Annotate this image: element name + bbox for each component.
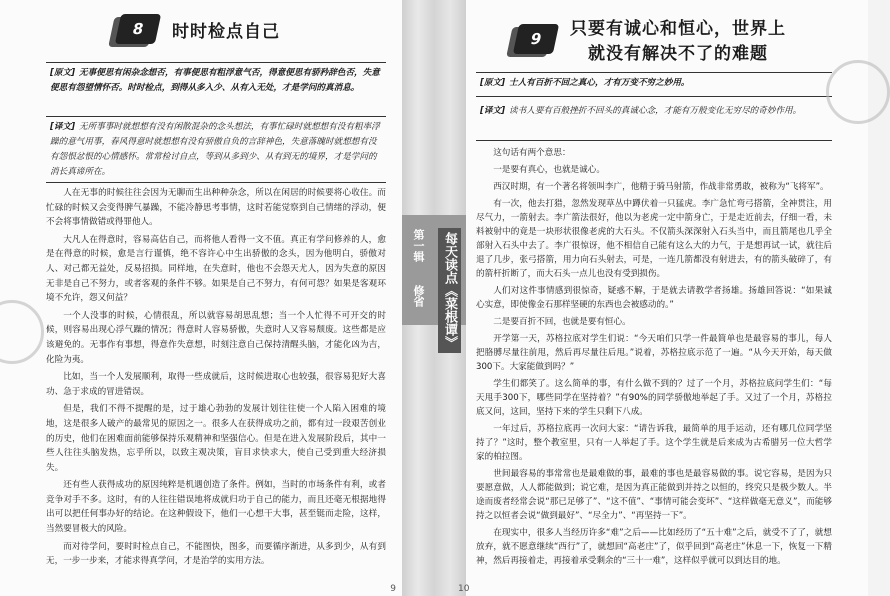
left-chapter-heading (118, 14, 280, 44)
right-mid-rule (476, 96, 832, 97)
decorative-ornament (826, 60, 890, 124)
paragraph: 学生们都笑了。这么简单的事，有什么做不到的？过了一个月，苏格拉底问学生们：“每天甩手300下，哪些同学在坚持着？”有90%的同学骄傲地举起了手。又过了一个月，苏格拉底又问，这回，坚持下来的学生只剩下八成。 (476, 379, 832, 417)
paragraph: 比如，当一个人发展顺利，取得一些成就后，这时候进取心也较强，很容易犯好大喜功、急于求成的冒进错误。 (46, 372, 386, 397)
chapter-number-badge: 9 (513, 24, 559, 54)
right-page-number: 10 (458, 584, 470, 594)
paragraph: 人们对这件事情感到很惊奇，疑惑不解，于是就去请教学者扬雄。扬雄回答说：“如果诚心实意，即使像金石那样坚硬的东西也会被感动的。” (476, 286, 832, 310)
paragraph: 一个人没事的时候，心情很乱，所以就容易胡思乱想；当一个人忙得不可开交的时候，则容易出现心浮气躁的情况；得意时人容易骄傲，失意时人又容易颓废。这些都是应该避免的。无事作有事想，得意作失意想，时刻注意自己保持清醒头脑，才能化凶为吉，化险为夷。 (46, 310, 386, 365)
paragraph: 一年过后，苏格拉底再一次问大家：“请告诉我，最简单的甩手运动，还有哪几位同学坚持了？”这时，整个教室里，只有一人举起了手。这个学生就是后来成为古希腊另一位大哲学家的柏拉图。 (476, 424, 832, 462)
left-page (0, 0, 402, 596)
left-top-rule (46, 62, 386, 63)
title-line-2: 就没有解决不了的难题 (588, 44, 768, 64)
paragraph: 世间最容易的事常常也是最难做的事，最难的事也是最容易做的事。说它容易，是因为只要愿意做，人人都能做到；说它难，是因为真正能做到并持之以恒的，终究只是极少数人。半途而废者经常会说“那已足够了”、“这不值”、“事情可能会变坏”、“这样做毫无意义”，而能够持之以恒者会说“做到最好”、“尽全力”、“再坚持一下”。 (476, 469, 832, 521)
original-label: [原文] (480, 78, 506, 88)
translation-label: [译文] (480, 106, 506, 116)
title-line-1: 只要有诚心和恒心，世界上 (570, 19, 786, 39)
chapter-number-badge: 8 (115, 14, 161, 44)
paragraph: 开学第一天，苏格拉底对学生们说：“今天咱们只学一件最简单也是最容易的事儿，每人把胳膊尽量往前甩，然后再尽量往后甩。”说着，苏格拉底示范了一遍。“从今天开始，每天做300下。大家能做到吗？” (476, 334, 832, 372)
paragraph: 还有些人获得成功的原因纯粹是机遇创造了条件。例如，当时的市场条件有利，或者竞争对手不多。这时，有的人往往错误地将成就归功于自己的能力，而且还毫无根据地得出可以把任何事办好的结论。在这种假设下，他们一心想干大事，甚至铤而走险，这样，当然要冒极大的风险。 (46, 480, 386, 535)
paragraph: 这句话有两个意思： (493, 148, 571, 158)
book-spine (402, 0, 466, 596)
right-chapter-title (570, 14, 786, 64)
right-page (458, 0, 868, 596)
right-original-box (480, 76, 828, 91)
paragraph: 二是要百折不回，也就是要有恒心。 (493, 317, 631, 327)
paragraph: 大凡人在得意时，容易高估自己，而将他人看得一文不值。真正有学问修养的人，愈是在得意的时候，愈是言行谨慎，绝不容许心中生出骄傲的念头，因为他明白，骄傲对人、对己都无益处，反易招损。同样地，在失意时，他也不会怨天尤人，因为失意的原因无非是自己不努力，或者客观的条件不够。如果是自己不努力，有何可怨？如果是客观环境不允许，怨又何益？ (46, 234, 386, 304)
left-original-box (50, 66, 382, 96)
original-text: 士人有百折不回之真心，才有万变不穷之妙用。 (509, 78, 690, 88)
right-translation-box (480, 104, 828, 119)
left-chapter-title: 时时检点自己 (172, 21, 280, 42)
translation-text: 读书人要有百般挫折不回头的真诚心念，才能有万般变化无穷尽的奇妙作用。 (509, 106, 802, 116)
paragraph: 但是，我们不得不提醒的是，过于雄心勃勃的发展计划往往使一个人陷入困难的境地，这是很多人破产的最常见的原因之一。很多人在获得成功之前，都有过一段艰苦创业的历史，他们在困难面前能够保持乐观精神和坚强信心。但是在进入发展阶段后，其中一些人往往头脑发热，忘乎所以，以致主观决策，盲目求快求大，使自己受到重大经济损失。 (46, 404, 386, 473)
decorative-ornament (0, 300, 44, 364)
right-body (476, 146, 832, 571)
left-page-number: 9 (390, 584, 396, 594)
paragraph: 而对待学问，要时时检点自己，不能图快，图多，而要循序渐进，从多到少，从有到无，一步一步来，才能求得真学问，才是治学的实用方法。 (46, 541, 386, 567)
original-label: [原文] (50, 68, 76, 78)
translation-label: [译文] (50, 122, 76, 132)
translation-text: 无所事事时就想想有没有闲散混杂的念头想法，有事忙碌时就想想有没有粗率浮躁的意气用事，春风得意时就想想有没有骄傲自负的言辞神色，失意落魄时就想想有没有怨恨忿恨的心情感怀。常常检讨自点，等到从多到少、从有到无的境界，才是学问的消长真谛所在。 (50, 122, 380, 177)
left-translation-box (50, 120, 382, 180)
paragraph: 有一次，他去打猎，忽然发现草丛中蹲伏着一只猛虎。李广急忙弯弓搭箭，全神贯注，用尽气力，一箭射去。李广箭法很好，他以为老虎一定中箭身亡，于是走近前去，仔细一看，未料被射中的竟是一块形状很像老虎的大石头。不仅箭头深深射入石头当中，而且箭尾也几乎全部射入石头中去了。李广很惊讶，他不相信自己能有这么大的力气，于是想再试一试，就往后退了几步，张弓搭箭，用力向石头射去，可是，一连几箭都没有射进去，有的箭头破碎了，有的箭杆折断了，而大石头一点儿也没有受到损伤。 (476, 199, 832, 279)
left-body (46, 186, 386, 572)
right-top-rule (476, 72, 832, 73)
left-bottom-rule (46, 182, 386, 183)
right-chapter-heading (516, 14, 786, 64)
paragraph: 西汉时期，有一个著名将领叫李广，他精于骑马射箭，作战非常勇敢，被称为“飞将军”。 (493, 182, 829, 192)
left-mid-rule (46, 116, 386, 117)
spine-volume: 第一辑 (412, 229, 425, 262)
spine-section: 修省 (412, 285, 425, 307)
paragraph: 一是要有真心，也就是诚心。 (493, 165, 605, 175)
paragraph: 在现实中，很多人当经历许多“难”之后——比如经历了“五十难”之后，就受不了了，就想放弃，就不愿意继续“西行”了，就想回“高老庄”了，似乎回到“高老庄”休息一下，恢复一下精神，然后再接着走，再接着承受剩余的“三十一难”，这样似乎就可以到达目的地。 (476, 528, 832, 566)
paragraph: 人在无事的时候往往会因为无聊而生出种种杂念，所以在闲居的时候要将心收住。而忙碌的时候又会变得脾气暴躁，不能冷静思考事情，这时若能觉察到自己情绪的浮动，便不会将事情做错或得罪他人。 (46, 188, 386, 228)
original-text: 无事便思有闲杂念想否，有事便思有粗浮意气否，得意便思有骄矜辞色否，失意便思有怨望情怀否。时时检点，到得从多入少、从有入无处，才是学问的真消息。 (50, 68, 380, 93)
spine-series-title: 每天读点《菜根谭》 (438, 228, 461, 353)
right-bottom-rule (476, 140, 832, 141)
